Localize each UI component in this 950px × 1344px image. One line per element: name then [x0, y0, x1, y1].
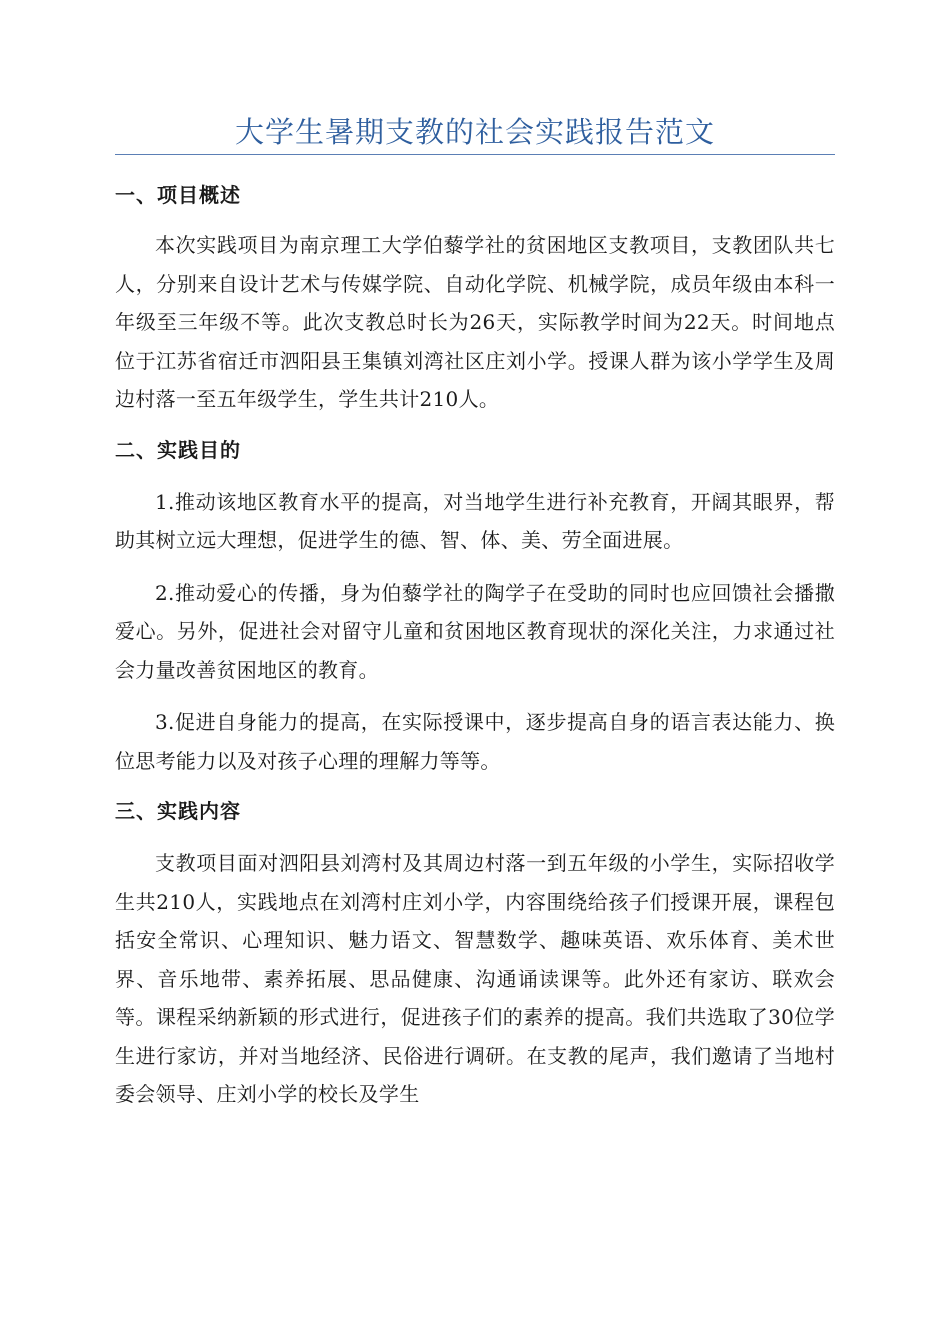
purpose-paragraph-3: 3.促进自身能力的提高，在实际授课中，逐步提高自身的语言表达能力、换位思考能力以及对孩子心理的理解力等等。 [115, 710, 835, 773]
content-paragraph: 支教项目面对泗阳县刘湾村及其周边村落一到五年级的小学生，实际招收学生共210人，实践地点在刘湾村庄刘小学，内容围绕给孩子们授课开展，课程包括安全常识、心理知识、魅力语文、智慧数学、趣味英语、欢乐体育、美术世界、音乐地带、素养拓展、思品健康、沟通诵读课等。此外还有家访、联欢会等。课程采纳新颖的形式进行，促进孩子们的素养的提高。我们共选取了30位学生进行家访，并对当地经济、民俗进行调研。在支教的尾声，我们邀请了当地村委会领导、庄刘小学的校长及学生 [115, 851, 835, 1106]
document-body [115, 176, 835, 1114]
overview-paragraph: 本次实践项目为南京理工大学伯藜学社的贫困地区支教项目，支教团队共七人，分别来自设计艺术与传媒学院、自动化学院、机械学院，成员年级由本科一年级至三年级不等。此次支教总时长为26天，实际教学时间为22天。时间地点位于江苏省宿迁市泗阳县王集镇刘湾社区庄刘小学。授课人群为该小学学生及周边村落一至五年级学生，学生共计210人。 [115, 233, 835, 411]
purpose-paragraph-1: 1.推动该地区教育水平的提高，对当地学生进行补充教育，开阔其眼界，帮助其树立远大理想，促进学生的德、智、体、美、劳全面进展。 [115, 489, 835, 552]
purpose-paragraph-2: 2.推动爱心的传播，身为伯藜学社的陶学子在受助的同时也应回馈社会播撒爱心。另外，促进社会对留守儿童和贫困地区教育现状的深化关注，力求通过社会力量改善贫困地区的教育。 [115, 580, 835, 682]
section-heading-content: 三、实践内容 [115, 799, 241, 823]
title-underline [115, 154, 835, 155]
document-title: 大学生暑期支教的社会实践报告范文 [234, 115, 715, 149]
section-heading-purpose: 二、实践目的 [115, 437, 241, 462]
section-heading-overview: 一、项目概述 [115, 183, 241, 207]
